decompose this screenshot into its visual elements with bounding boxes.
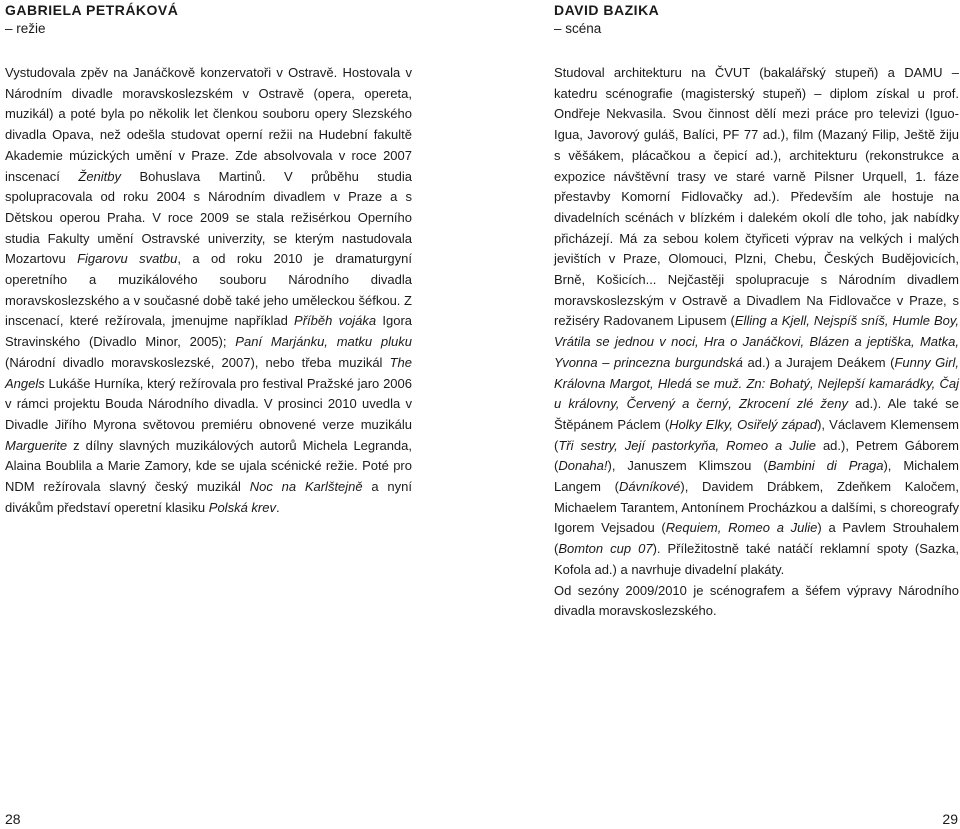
text-run: ), Januszem Klimszou ( [607, 458, 768, 474]
biography-text [5, 63, 412, 518]
italic-title: Figarovu svatbu [77, 251, 178, 267]
text-run: ). Příležitostně také natáčí reklamní spoty (Sazka, Kofola ad.) a navrhuje divadelní plakáty. [554, 541, 959, 577]
page-number-right: 29 [942, 811, 958, 827]
text-run: Studoval architekturu na ČVUT (bakalářský stupeň) a DAMU – katedru scénografie (magisterský stupeň) – diplom získal u prof. Ondřeje Nekvasila. Svou činnost dělí mezi práce pro televizi (Iguo-Igua, Javorový guláš, Balíci, PF 77 ad.), film (Mazaný Filip, Ještě žiju s věšákem, plácačkou a čepicí ad.), architekturu (rekonstrukce a expozice návštěvní trasy ve staré varně Pilsner Urquell, 1. fáze přestavby Komorní Fidlovačky ad.). Především ale hostuje na divadelních scénách v blízkém i dalekém okolí dle toho, jak nabídky přicházejí. Má za sebou kolem čtyřiceti výprav na velkých i malých jevištích v Praze, Olomouci, Plzni, Chebu, Českých Budějovicích, Brně, Košicích... Nejčastěji spolupracuje s Národním divadlem moravskoslezským v Ostravě a Divadlem Na Fidlovačce v Praze, s režiséry Radovanem Lipusem ( [554, 65, 959, 329]
text-run: Od sezóny 2009/2010 je scénografem a šéfem výpravy Národního divadla moravskoslezského. [554, 582, 959, 619]
italic-title: Requiem, Romeo a Julie [665, 520, 818, 536]
left-column [5, 0, 413, 515]
italic-title: Elling a Kjell, Nejspíš sníš, Humle Boy, Vrátila se jednou v noci, Hra o Janáčkovi, Blázen a jeptiška, Matka, Yvonna – princezna burgundská [554, 313, 959, 370]
person-role: – scéna [554, 21, 602, 36]
italic-title: Ženitby [78, 168, 122, 184]
italic-title: Příběh vojáka [294, 313, 377, 329]
text-run: ad.) a Jurajem Deákem ( [742, 354, 895, 370]
paragraph [5, 63, 412, 518]
text-run: , a od roku 2010 je dramaturgyní operetního a muzikálového souboru Národního divadla moravskoslezského a v současné době také jeho uměleckou šéfkou. Z inscenací, které režírovala, jmenujme například [5, 251, 412, 329]
paragraph [554, 63, 959, 581]
italic-title: Donaha! [558, 458, 608, 474]
italic-title: Bambini di Praga [767, 458, 884, 474]
text-run: ) a Pavlem Strouhalem ( [554, 520, 959, 557]
text-run: ), Václavem Klemensem ( [554, 416, 959, 453]
text-run: ), Michalem Langem ( [554, 458, 960, 495]
biography-text [554, 63, 959, 622]
paragraph [554, 581, 959, 622]
page-number-left: 28 [5, 811, 21, 827]
italic-title: The Angels [5, 354, 412, 391]
text-run: Lukáše Hurníka, který režírovala pro festival Pražské jaro 2006 v rámci projektu Bouda Národního divadla. V prosinci 2010 uvedla v Divadle Jiřího Myrona světovou premiéru obnovené verze muzikálu [5, 375, 412, 432]
italic-title: Bomton cup 07 [558, 541, 653, 557]
text-run: Igora Stravinského (Divadlo Minor, 2005); [5, 313, 413, 350]
text-run: Vystudovala zpěv na Janáčkově konzervatoři v Ostravě. Hostovala v Národním divadle moravskoslezském v Ostravě (opera, opereta, muzikál) a poté byla po několik let členkou souboru opery Slezského divadla Opava, než odešla studovat operní režii na Hudební fakultě Akademie múzických umění v Praze. Zde absolvovala v roce 2007 inscenací [5, 65, 412, 184]
text-run: (Národní divadlo moravskoslezské, 2007), nebo třeba muzikál [5, 354, 390, 370]
text-run: ad.), Petrem Gáborem ( [554, 437, 959, 474]
italic-title: Paní Marjánku, matku pluku [235, 334, 412, 350]
text-run: . [275, 499, 280, 515]
text-run: z dílny slavných muzikálových autorů Michela Legranda, Alaina Boublila a Marie Zamory, kde se ujala scénické režie. Poté pro NDM režírovala slavný český muzikál [5, 437, 412, 495]
italic-title: Marguerite [5, 437, 68, 453]
italic-title: Tři sestry, Její pastorkyňa, Romeo a Julie [558, 437, 816, 453]
text-run: a nyní divákům představí operetní klasiku [5, 479, 412, 515]
text-run: ad.). Ale také se Štěpánem Páclem ( [554, 396, 959, 432]
right-column [554, 0, 960, 619]
text-run: ), Davidem Drábkem, Zdeňkem Kaločem, Michaelem Tarantem, Antonínem Procházkou a dalšími, s choreografy Igorem Vejsadou ( [554, 479, 959, 536]
italic-title: Funny Girl, Královna Margot, Hledá se muž. Zn: Bohatý, Nejlepší kamarádky, Čaj u královny, Červený a černý, Zkrocení zlé ženy [554, 354, 959, 412]
person-name: GABRIELA PETRÁKOVÁ [5, 2, 179, 18]
person-role: – režie [5, 21, 46, 36]
italic-title: Noc na Karlštejně [249, 479, 363, 495]
text-run: Bohuslava Martinů. V průběhu studia spolupracovala od roku 2004 s Národním divadlem v Praze a s Dětskou operou Praha. V roce 2009 se stala režisérkou Operního studia Fakulty umění Ostravské univerzity, se kterým nastudovala Mozartovu [5, 168, 412, 267]
italic-title: Polská krev [208, 499, 276, 515]
italic-title: Dávníkové [618, 479, 681, 495]
italic-title: Holky Elky, Osiřelý západ [669, 416, 818, 432]
person-name: DAVID BAZIKA [554, 2, 660, 18]
